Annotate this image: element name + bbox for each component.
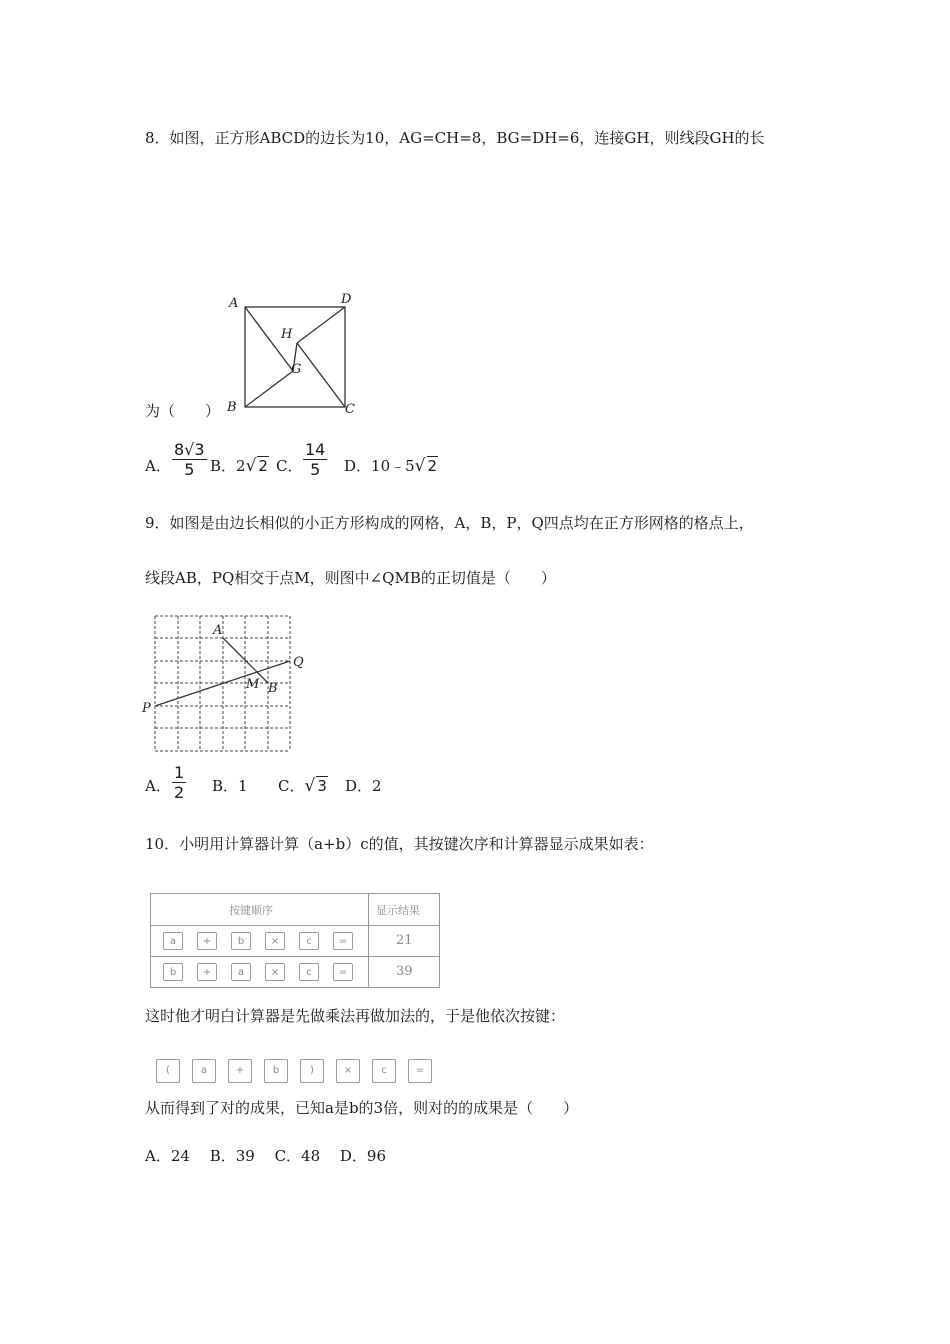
fraction-numerator: 1 bbox=[174, 763, 185, 782]
sqrt-icon: √ bbox=[304, 776, 316, 796]
q9-grid-figure bbox=[140, 608, 310, 758]
q8-stem-line2: 为（ ） bbox=[145, 402, 221, 420]
calc-key: = bbox=[333, 963, 353, 981]
calc-key: = bbox=[333, 932, 353, 950]
q10-stem: 10．小明用计算器计算（a+b）c的值，其按键次序和计算器显示成果如表： bbox=[145, 835, 654, 853]
q10-choices: A．24 B．39 C．48 D．96 bbox=[145, 1147, 387, 1165]
q8-choice-b-radicand: 2 bbox=[258, 457, 268, 475]
q9-choice-c-prefix: C． bbox=[278, 777, 305, 795]
q10-calculator-table bbox=[150, 893, 440, 988]
table-result-1: 21 bbox=[396, 933, 413, 948]
calc-key: a bbox=[163, 932, 183, 950]
label-d: D bbox=[341, 292, 352, 307]
table-header-result: 显示结果 bbox=[376, 904, 420, 917]
q10-line3: 从而得到了对的成果，已知a是b的3倍，则对的的成果是（ ） bbox=[145, 1099, 579, 1117]
label-b: B bbox=[227, 400, 237, 415]
q10-key-sequence bbox=[150, 1055, 435, 1087]
q8-choice-d-radicand: 2 bbox=[427, 457, 438, 475]
table-header-keys: 按键顺序 bbox=[229, 904, 273, 917]
label-p: P bbox=[142, 701, 151, 716]
sqrt-icon: √ bbox=[414, 456, 426, 476]
calc-key: c bbox=[372, 1059, 396, 1083]
q8-choice-c-fraction bbox=[303, 440, 327, 479]
calc-key: × bbox=[336, 1059, 360, 1083]
calc-key: × bbox=[265, 932, 285, 950]
label-q: Q bbox=[293, 655, 304, 670]
q10-line2: 这时他才明白计算器是先做乘法再做加法的，于是他依次按键： bbox=[145, 1007, 566, 1025]
q9-choice-b: B．1 bbox=[212, 777, 248, 795]
q8-choice-a-fraction bbox=[172, 440, 207, 479]
calc-key: a bbox=[192, 1059, 216, 1083]
q8-stem-line1: 8．如图，正方形ABCD的边长为10，AG=CH=8，BG=DH=6，连接GH，则线段GH的长 bbox=[145, 129, 765, 147]
q8-choice-b-prefix: B．2 bbox=[210, 457, 246, 475]
calc-key: = bbox=[408, 1059, 432, 1083]
q9-stem-line2: 线段AB，PQ相交于点M，则图中∠QMB的正切值是（ ） bbox=[145, 569, 556, 587]
calc-key: c bbox=[299, 932, 319, 950]
q8-square-figure bbox=[225, 290, 365, 420]
q9-stem-line1: 9．如图是由边长相似的小正方形构成的网格，A，B，P，Q四点均在正方形网格的格点上， bbox=[145, 514, 754, 532]
calc-key: + bbox=[197, 932, 217, 950]
label-a: A bbox=[213, 623, 223, 638]
fraction-numerator: 8√3 bbox=[174, 440, 205, 459]
calc-key: × bbox=[265, 963, 285, 981]
q9-choice-c-radicand: 3 bbox=[317, 777, 327, 795]
sqrt-icon: √ bbox=[245, 456, 257, 476]
calc-key: b bbox=[231, 932, 251, 950]
calc-key: + bbox=[228, 1059, 252, 1083]
label-m: M bbox=[246, 677, 260, 692]
calc-key: c bbox=[299, 963, 319, 981]
q8-choice-d-prefix: D．10﹣5 bbox=[344, 457, 415, 475]
calc-key: a bbox=[231, 963, 251, 981]
label-b: B bbox=[268, 681, 278, 696]
q8-choice-d bbox=[344, 455, 438, 476]
q8-choice-c-prefix: C． bbox=[276, 457, 303, 475]
q9-choice-c bbox=[278, 775, 328, 796]
label-c: C bbox=[345, 402, 355, 417]
calc-key: ( bbox=[156, 1059, 180, 1083]
q8-choice-a-prefix: A． bbox=[145, 457, 171, 475]
label-h: H bbox=[281, 327, 293, 342]
calc-key: b bbox=[163, 963, 183, 981]
q9-choice-d: D．2 bbox=[345, 777, 382, 795]
q9-choice-a-prefix: A． bbox=[145, 777, 171, 795]
fraction-denominator: 5 bbox=[184, 460, 195, 479]
calc-key: ) bbox=[300, 1059, 324, 1083]
label-a: A bbox=[229, 296, 239, 311]
fraction-denominator: 5 bbox=[310, 460, 321, 479]
fraction-denominator: 2 bbox=[174, 783, 185, 802]
calc-key: + bbox=[197, 963, 217, 981]
label-g: G bbox=[291, 362, 302, 377]
q9-choice-a-fraction bbox=[172, 763, 186, 802]
table-result-2: 39 bbox=[396, 964, 413, 979]
q8-choice-b bbox=[210, 455, 269, 476]
calc-key: b bbox=[264, 1059, 288, 1083]
fraction-numerator: 14 bbox=[305, 440, 326, 459]
